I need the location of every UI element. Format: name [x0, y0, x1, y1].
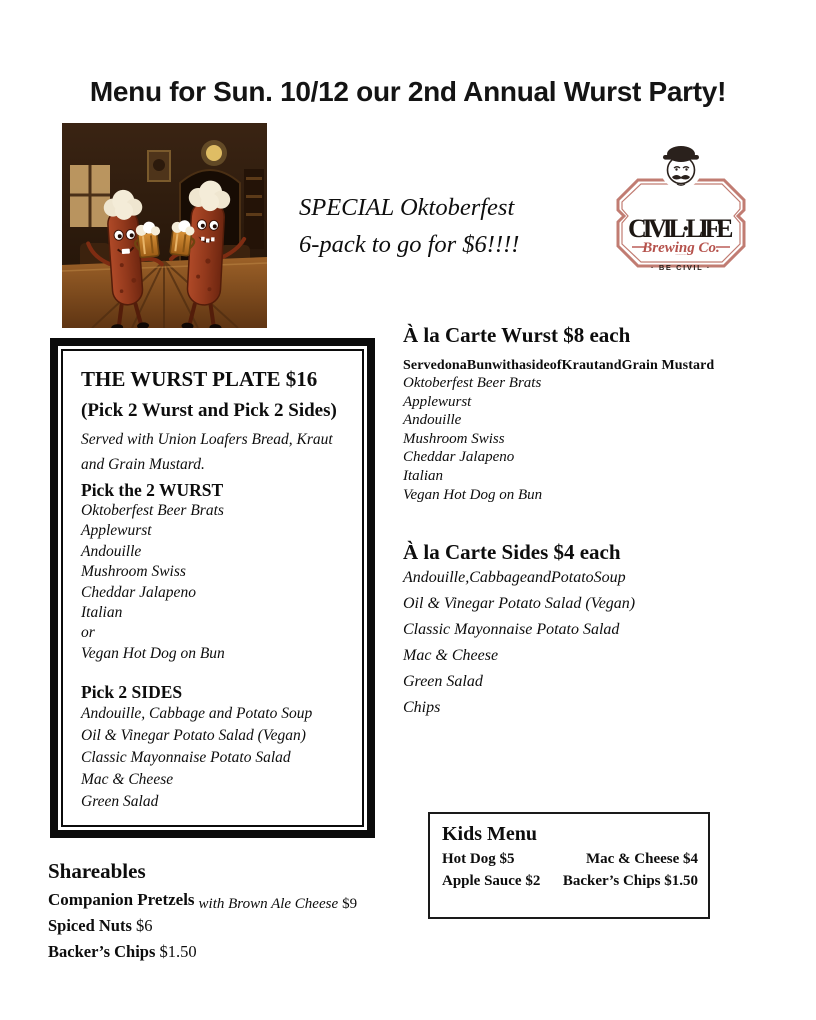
wurst-plate-inner [61, 349, 364, 827]
special-offer-line2: 6-pack to go for $6!!!! [299, 231, 520, 258]
plate-side-item: Mac & Cheese [81, 771, 174, 789]
alacarte-wurst-title: À la Carte Wurst $8 each [403, 323, 631, 347]
shareables-section [48, 859, 408, 962]
alacarte-wurst-item: Mushroom Swiss [403, 430, 505, 447]
plate-wurst-item: Vegan Hot Dog on Bun [81, 644, 225, 662]
alacarte-side-item: Andouille,CabbageandPotatoSoup [403, 569, 626, 586]
alacarte-wurst-section [403, 323, 733, 504]
alacarte-wurst-item: Applewurst [403, 393, 472, 410]
kids-menu-item: Mac & Cheese $4 [585, 851, 698, 867]
alacarte-wurst-item: Italian [403, 467, 443, 484]
shareables-title: Shareables [48, 859, 146, 883]
plate-wurst-item: Italian [81, 604, 123, 622]
plate-subtitle: (Pick 2 Wurst and Pick 2 Sides) [81, 400, 337, 421]
kids-menu-item: Backer’s Chips $1.50 [562, 873, 698, 889]
logo-script: Brewing Co. [642, 240, 720, 256]
plate-wurst-item: Mushroom Swiss [81, 563, 186, 581]
pick-wurst-label: Pick the 2 WURST [81, 480, 224, 500]
item-desc: with Brown Ale Cheese [198, 896, 339, 912]
plate-side-item: Classic Mayonnaise Potato Salad [81, 749, 291, 767]
kids-menu-item: Hot Dog $5 [442, 851, 515, 867]
alacarte-side-item: Classic Mayonnaise Potato Salad [403, 621, 620, 638]
hero-image [62, 123, 267, 328]
civil-life-badge-icon [610, 146, 752, 284]
shareable-item [48, 890, 408, 910]
plate-wurst-item: Cheddar Jalapeno [81, 583, 196, 601]
alacarte-sides-title: À la Carte Sides $4 each [403, 540, 621, 564]
shareable-item [48, 916, 408, 936]
plate-side-item: Green Salad [81, 793, 159, 811]
wurst-plate-box [50, 338, 375, 838]
kids-menu-title: Kids Menu [442, 823, 538, 845]
item-price: $1.50 [159, 942, 197, 961]
plate-side-item: Oil & Vinegar Potato Salad (Vegan) [81, 727, 306, 745]
plate-side-item: Andouille, Cabbage and Potato Soup [81, 705, 313, 723]
svg-text:‾‾‾‾‾‾: ‾‾‾‾‾‾ [675, 255, 687, 261]
alacarte-wurst-note: ServedonaBunwithasideofKrautandGrain Mustard [403, 358, 715, 373]
logo-tagline: · BE CIVIL · [651, 263, 711, 272]
item-name: Spiced Nuts [48, 916, 132, 935]
plate-wurst-item: Oktoberfest Beer Brats [81, 502, 224, 519]
alacarte-side-item: Green Salad [403, 673, 483, 690]
plate-wurst-item: or [81, 624, 95, 642]
kids-menu-item: Apple Sauce $2 [442, 873, 541, 889]
plate-title: THE WURST PLATE $16 [81, 367, 318, 391]
logo-wordmark: CIVIL·LIFE [628, 214, 734, 243]
alacarte-wurst-item: Oktoberfest Beer Brats [403, 375, 542, 391]
plate-wurst-item: Andouille [81, 542, 142, 560]
page-title: Menu for Sun. 10/12 our 2nd Annual Wurst Party! [89, 76, 727, 107]
alacarte-wurst-item: Vegan Hot Dog on Bun [403, 486, 543, 503]
plate-served-note: Served with Union Loafers Bread, Kraut and Grain Mustard. [81, 431, 333, 473]
pick-sides-label: Pick 2 SIDES [81, 682, 183, 703]
alacarte-side-item: Chips [403, 699, 441, 716]
alacarte-side-item: Oil & Vinegar Potato Salad (Vegan) [403, 595, 636, 612]
brewery-logo [610, 146, 752, 284]
alacarte-wurst-item: Cheddar Jalapeno [403, 449, 515, 466]
plate-wurst-item: Applewurst [81, 522, 152, 540]
alacarte-wurst-item: Andouille [403, 412, 462, 429]
sausage-party-painting-illustration [62, 123, 267, 328]
special-offer-line1: SPECIAL Oktoberfest [299, 194, 515, 221]
shareable-item [48, 942, 408, 962]
item-price: $9 [342, 896, 358, 912]
item-name: Companion Pretzels [48, 890, 195, 909]
kids-menu-box [428, 812, 710, 919]
item-name: Backer’s Chips [48, 942, 156, 961]
item-price: $6 [136, 916, 153, 935]
special-offer-text [299, 189, 589, 263]
alacarte-side-item: Mac & Cheese [403, 647, 499, 664]
alacarte-sides-section [403, 540, 733, 721]
